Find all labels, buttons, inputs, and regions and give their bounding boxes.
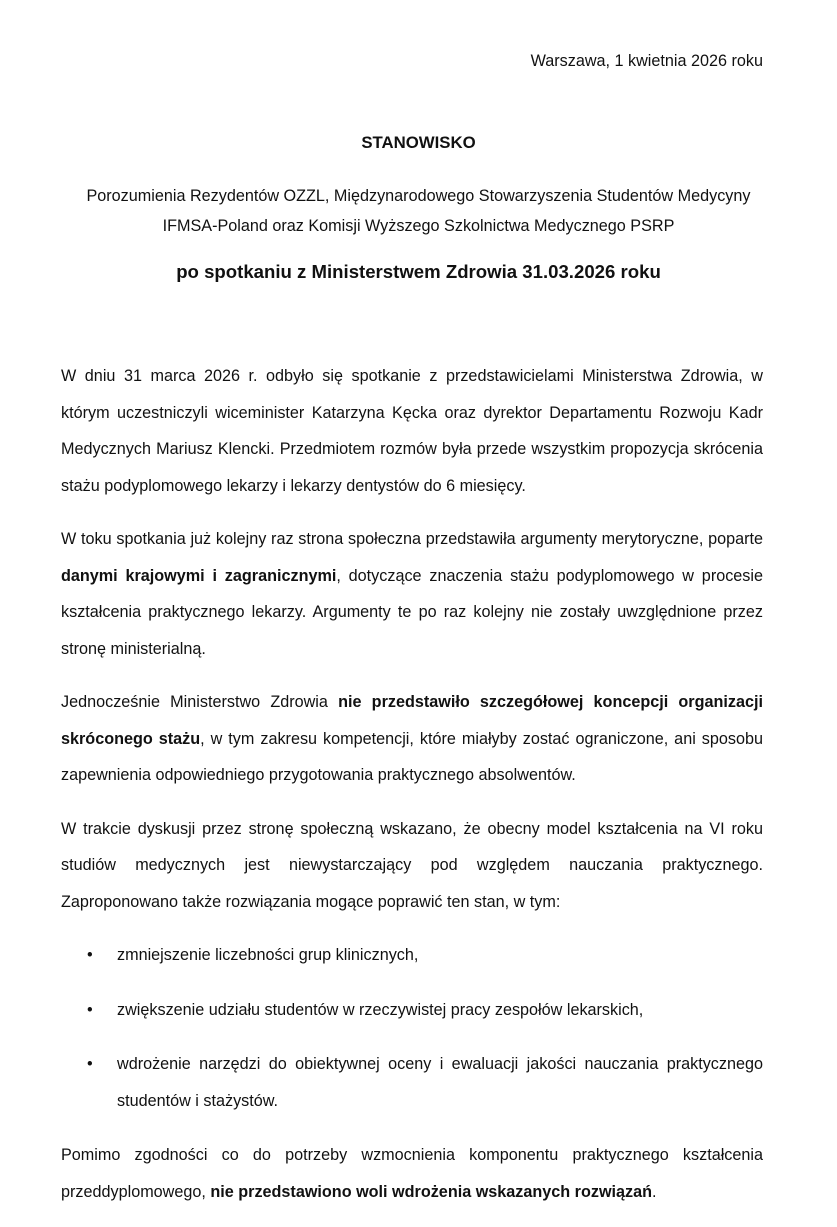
bullet-icon: • <box>87 1055 93 1073</box>
bullet-icon: • <box>87 946 93 964</box>
paragraph-2 <box>61 521 763 667</box>
document-date: Warszawa, 1 kwietnia 2026 roku <box>530 52 763 70</box>
list-item <box>61 992 763 1029</box>
subtitle-line-2: IFMSA-Poland oraz Komisji Wyższego Szkolnictwa Medycznego PSRP <box>162 217 675 235</box>
list-item-text: wdrożenie narzędzi do obiektywnej oceny i ewaluacji jakości nauczania praktycznego studentów i stażystów. <box>117 1055 763 1110</box>
paragraph-3-text-a: Jednocześnie Ministerstwo Zdrowia <box>61 693 339 711</box>
proposal-list <box>61 937 763 1119</box>
paragraph-3-bold: nie przedstawiło szczegółowej koncepcji organizacji skróconego stażu <box>61 693 763 748</box>
paragraph-3 <box>61 684 763 794</box>
paragraph-3-text-b: , w tym zakresu kompetencji, które miałyby zostać ograniczone, ani sposobu zapewnienia odpowiedniego przygotowania praktycznego absolwentów. <box>61 729 763 784</box>
list-item <box>61 937 763 974</box>
paragraph-5-text-a: Pomimo zgodności co do potrzeby wzmocnienia komponentu praktycznego kształcenia przeddyplomowego, <box>61 1146 763 1201</box>
paragraph-2-text-a: W toku spotkania już kolejny raz strona społeczna przedstawiła argumenty merytoryczne, poparte <box>61 530 763 548</box>
document-subtitle <box>0 181 837 241</box>
bullet-icon: • <box>87 1000 93 1019</box>
paragraph-5 <box>61 1137 763 1210</box>
subtitle-line-1: Porozumienia Rezydentów OZZL, Międzynarodowego Stowarzyszenia Studentów Medycyny <box>86 187 751 205</box>
paragraph-4: W trakcie dyskusji przez stronę społeczną wskazano, że obecny model kształcenia na VI roku studiów medycznych jest niewystarczający pod względem nauczania praktycznego. Zaproponowano także rozwiązania mogące poprawić ten stan, w tym: <box>61 819 763 911</box>
list-item-text: zmniejszenie liczebności grup klinicznych, <box>117 946 419 964</box>
paragraph-1: W dniu 31 marca 2026 r. odbyło się spotkanie z przedstawicielami Ministerstwa Zdrowia, w którym uczestniczyli wiceminister Katarzyna Kęcka oraz dyrektor Departamentu Rozwoju Kadr Medycznych Mariusz Klencki. Przedmiotem rozmów była przede wszystkim propozycja skrócenia stażu podyplomowego lekarzy i lekarzy dentystów do 6 miesięcy. <box>61 367 763 495</box>
paragraph-5-text-b: . <box>652 1182 657 1201</box>
document-body <box>61 358 763 1227</box>
paragraph-2-text-b: , dotyczące znaczenia stażu podyplomowego w procesie kształcenia praktycznego lekarzy. Argumenty te po raz kolejny nie zostały uwzględnione przez stronę ministerialną. <box>61 566 763 658</box>
paragraph-5-bold: nie przedstawiono woli wdrożenia wskazanych rozwiązań <box>210 1182 653 1201</box>
paragraph-2-bold: danymi krajowymi i zagranicznymi <box>61 566 337 585</box>
document-title: STANOWISKO <box>361 133 476 152</box>
list-item-text: zwiększenie udziału studentów w rzeczywistej pracy zespołów lekarskich, <box>117 1000 644 1019</box>
document-subtitle-bold: po spotkaniu z Ministerstwem Zdrowia 31.03.2026 roku <box>176 261 661 282</box>
list-item <box>61 1046 763 1119</box>
